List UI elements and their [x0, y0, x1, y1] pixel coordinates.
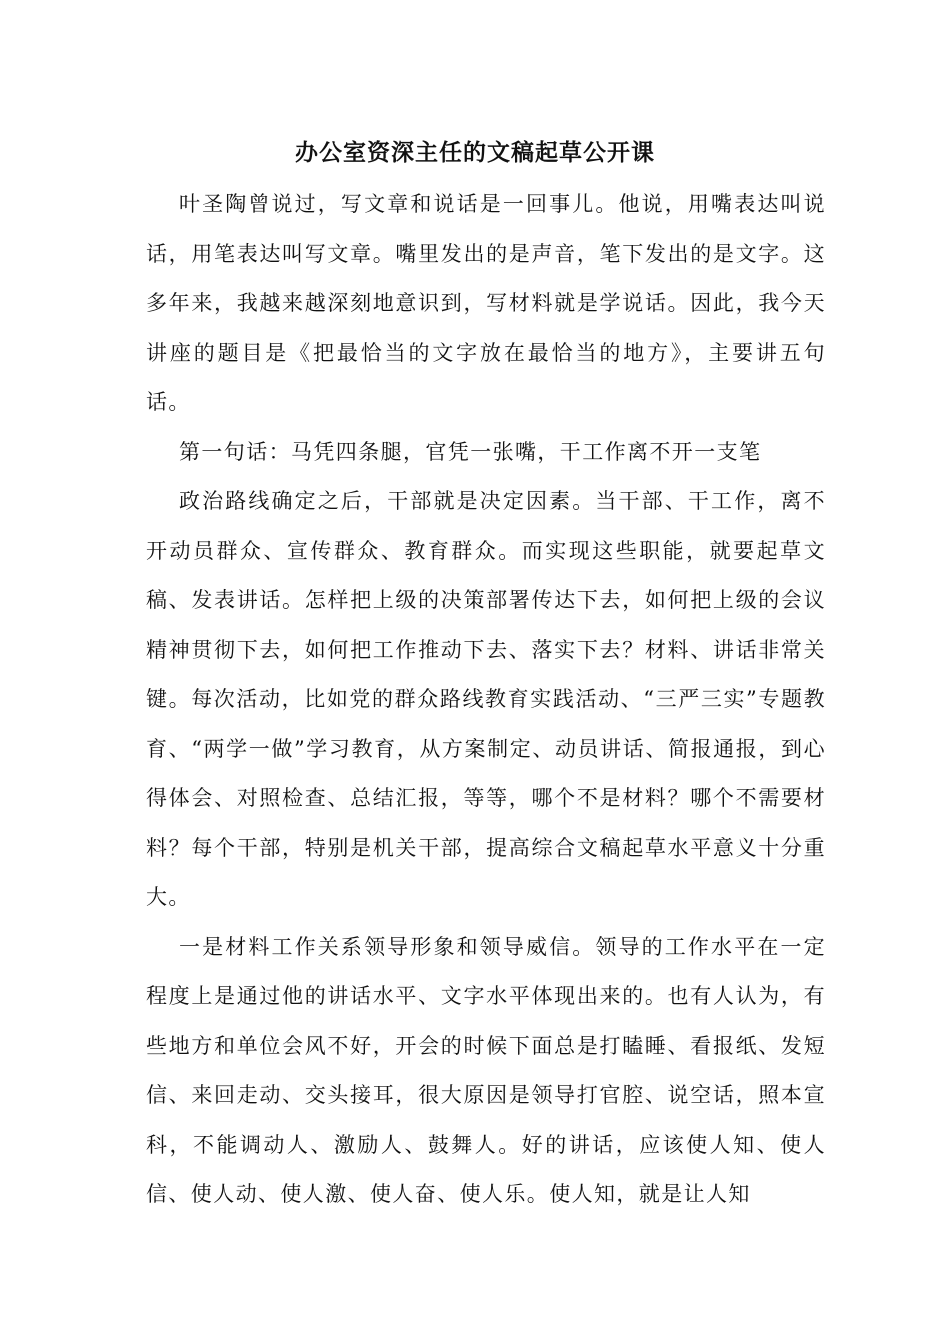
paragraph-intro: 叶圣陶曾说过，写文章和说话是一回事儿。他说，用嘴表达叫说话，用笔表达叫写文章。嘴里发出的是声音，笔下发出的是文字。这多年来，我越来越深刻地意识到，写材料就是学说话。因此，我今天讲座的题目是《把最恰当的文字放在最恰当的地方》，主要讲五句话。	[146, 192, 826, 414]
paragraph-heading-first-sentence: 第一句话：马凭四条腿，官凭一张嘴，干工作离不开一支笔	[179, 439, 762, 464]
document-title: 办公室资深主任的文稿起草公开课	[295, 139, 655, 166]
paragraph-leadership-image: 一是材料工作关系领导形象和领导威信。领导的工作水平在一定程度上是通过他的讲话水平、文字水平体现出来的。也有人认为，有些地方和单位会风不好，开会的时候下面总是打瞌睡、看报纸、发短信、来回走动、交头接耳，很大原因是领导打官腔、说空话，照本宣科，不能调动人、激励人、鼓舞人。好的讲话，应该使人知、使人信、使人动、使人激、使人奋、使人乐。使人知，就是让人知	[146, 934, 826, 1206]
paragraph-political-line: 政治路线确定之后，干部就是决定因素。当干部、干工作，离不开动员群众、宣传群众、教育群众。而实现这些职能，就要起草文稿、发表讲话。怎样把上级的决策部署传达下去，如何把上级的会议精神贯彻下去，如何把工作推动下去、落实下去？材料、讲话非常关键。每次活动，比如党的群众路线教育实践活动、“三严三实”专题教育、“两学一做”学习教育，从方案制定、动员讲话、简报通报，到心得体会、对照检查、总结汇报，等等，哪个不是材料？哪个不需要材料？每个干部，特别是机关干部，提高综合文稿起草水平意义十分重大。	[146, 489, 826, 909]
document-body	[146, 180, 826, 1220]
